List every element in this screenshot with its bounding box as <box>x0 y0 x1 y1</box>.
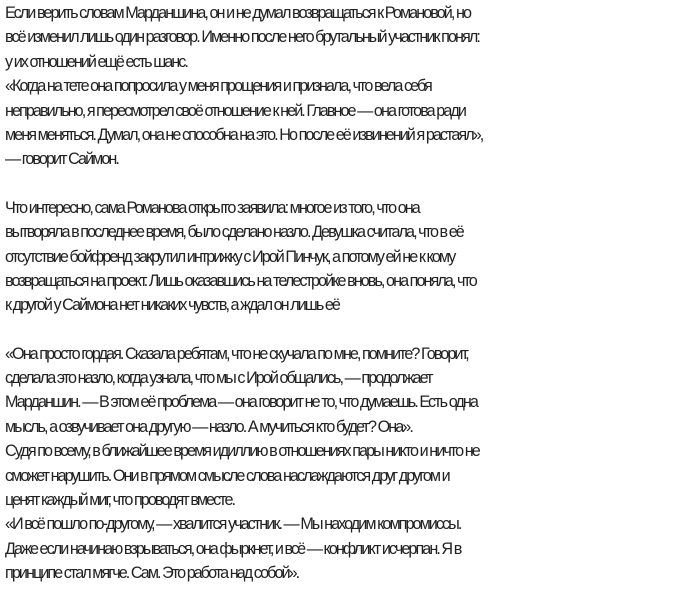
text-line: «Она просто гордая. Сказала ребятам, что не скучала по мне, помните? Говорит, <box>5 344 468 363</box>
paragraph-intro <box>5 0 699 172</box>
text-line: мысль, а озвучивает она другую — назло. А мучиться кто будет? Она». <box>5 417 412 436</box>
text-line: Что интересно, сама Романова открыто заявила: многое из того, что она <box>5 198 419 217</box>
text-line: — говорит Саймон. <box>5 150 118 169</box>
paragraph-quotes <box>5 342 699 586</box>
text-line: Если верить словам Марданшина, он и не думал возвращаться к Романовой, но <box>5 4 471 22</box>
text-line: «И всё пошло по-другому, — хвалится участник. — Мы находим компромиссы. <box>5 515 461 534</box>
text-line: к другой у Саймона нет никаких чувств, а ждал он лишь её <box>5 296 339 315</box>
text-line: принципе стал мягче. Сам. Это работа над собой». <box>5 564 299 583</box>
text-line: Марданшин. — В этом её проблема — она говорит не то, что думаешь. Есть одна <box>5 393 477 412</box>
text-line: сделала это назло, когда узнала, что мы с Ирой общались, — продолжает <box>5 369 432 388</box>
paragraph-romanova <box>5 196 699 318</box>
text-line: «Когда на тете она попросила у меня прощения и признала, что вела себя <box>5 77 431 96</box>
text-line: Судя по всему, в ближайшее время идиллию в отношениях пары никто и ничто не <box>5 442 479 461</box>
text-line: меня меняться. Думал, она не способна на это. Но после её извинений я растаял», <box>5 125 483 144</box>
text-line: всё изменил лишь один разговор. Именно после него брутальный участник понял: <box>5 28 479 47</box>
text-line: сможет нарушить. Они в прямом смысле слова наслаждаются друг другом и <box>5 466 449 485</box>
text-line: ценят каждый миг, что проводят вместе. <box>5 491 235 510</box>
text-line: неправильно, я пересмотрел своё отношение к ней. Главное — она готова ради <box>5 101 465 120</box>
text-line: отсутствие бойфренд закрутил интрижку с Ирой Пинчук, а потому ей не к кому <box>5 247 455 266</box>
text-line: у их отношений ещё есть шанс. <box>5 52 187 71</box>
text-line: Даже если начинаю взрываться, она фыркнет, и всё — конфликт исчерпан. Я в <box>5 539 461 558</box>
text-line: вытворяла в последнее время, было сделано назло. Девушка считала, что в её <box>5 223 463 242</box>
text-line: возвращаться на проект. Лишь оказавшись на телестройке вновь, она поняла, что <box>5 271 476 290</box>
